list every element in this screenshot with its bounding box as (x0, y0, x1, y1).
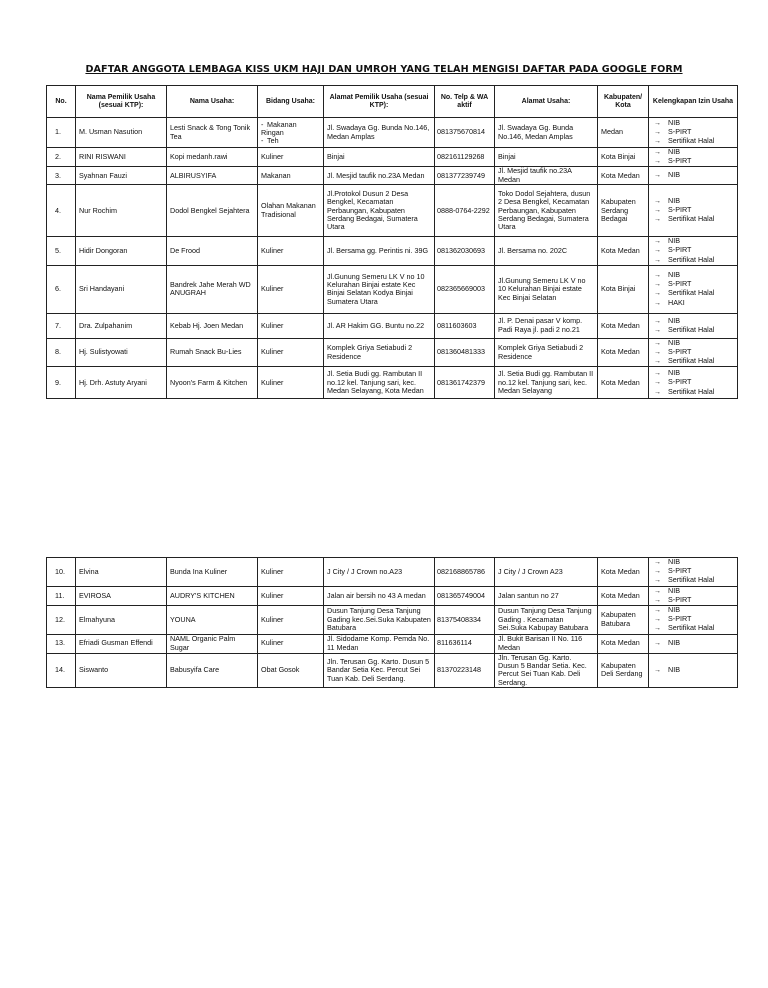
dash-bullet-icon: - (261, 135, 264, 145)
izin-item: → Sertifikat Halal (654, 386, 715, 396)
cell-no: 14. (47, 653, 76, 688)
cell-alamat-pemilik: Jalan air bersih no 43 A medan (324, 586, 435, 605)
izin-item: → Sertifikat Halal (654, 356, 715, 366)
header-izin: Kelengkapan Izin Usaha (649, 86, 738, 118)
arrow-right-icon: → (654, 349, 661, 357)
table-row (47, 653, 738, 688)
arrow-right-icon: → (654, 238, 661, 246)
arrow-right-icon: → (654, 559, 661, 566)
cell-izin (649, 558, 738, 587)
arrow-right-icon: → (654, 625, 661, 633)
cell-bidang (258, 118, 324, 148)
cell-alamat-usaha: Jl. P. Denai pasar V komp. Padi Raya jl. padi 2 no.21 (495, 313, 598, 338)
table-row (47, 237, 738, 266)
cell-alamat-usaha: J City / J Crown A23 (495, 558, 598, 587)
header-alamat-pemilik: Alamat Pemilik Usaha (sesuai KTP): (324, 86, 435, 118)
cell-kabupaten: Kota Medan (598, 313, 649, 338)
arrow-right-icon: → (654, 247, 661, 255)
izin-item: → S-PIRT (654, 279, 692, 289)
cell-telp: 811636114 (435, 634, 495, 653)
arrow-right-icon: → (654, 326, 661, 334)
izin-item: → NIB (654, 664, 680, 674)
table-row (47, 367, 738, 399)
arrow-right-icon: → (654, 607, 661, 615)
cell-nama-usaha: Bandrek Jahe Merah WD ANUGRAH (167, 265, 258, 313)
bidang-list (261, 121, 320, 145)
header-nama-usaha: Nama Usaha: (167, 86, 258, 118)
header-bidang: Bidang Usaha: (258, 86, 324, 118)
cell-nama-pemilik: RINI RISWANI (76, 148, 167, 167)
cell-bidang: Kuliner (258, 265, 324, 313)
cell-izin (649, 118, 738, 148)
cell-alamat-pemilik: Binjai (324, 148, 435, 167)
cell-alamat-usaha: Dusun Tanjung Desa Tanjung Gading . Kecamatan Sei.Suka Kabupay Batubara (495, 606, 598, 635)
arrow-right-icon: → (654, 388, 661, 396)
cell-alamat-pemilik: Jl. AR Hakim GG. Buntu no.22 (324, 313, 435, 338)
cell-bidang: Kuliner (258, 367, 324, 399)
cell-telp: 081375670814 (435, 118, 495, 148)
bidang-item: - Makanan Ringan (261, 119, 297, 137)
arrow-right-icon: → (654, 281, 661, 289)
cell-alamat-pemilik: Dusun Tanjung Desa Tanjung Gading kec.Sei.Suka Kabupaten Batubara (324, 606, 435, 635)
izin-list (652, 237, 734, 265)
cell-no: 7. (47, 313, 76, 338)
cell-kabupaten: Kota Medan (598, 367, 649, 399)
izin-item: → NIB (654, 605, 680, 615)
izin-item: → NIB (654, 638, 680, 648)
cell-nama-pemilik: Syahnan Fauzi (76, 167, 167, 185)
table-header-row (47, 86, 738, 118)
cell-nama-usaha: Bunda Ina Kuliner (167, 558, 258, 587)
izin-item: → NIB (654, 315, 680, 325)
izin-item: → Sertifikat Halal (654, 288, 715, 298)
cell-nama-usaha: Dodol Bengkel Sejahtera (167, 185, 258, 237)
izin-item: → S-PIRT (654, 245, 692, 255)
arrow-right-icon: → (654, 568, 661, 576)
cell-nama-usaha: YOUNA (167, 606, 258, 635)
header-telp: No. Telp & WA aktif (435, 86, 495, 118)
member-table-page-1 (46, 85, 738, 399)
cell-nama-pemilik: Dra. Zulpahanim (76, 313, 167, 338)
cell-telp: 082161129268 (435, 148, 495, 167)
izin-list (652, 339, 734, 367)
cell-izin (649, 367, 738, 399)
cell-no: 10. (47, 558, 76, 587)
izin-item: → S-PIRT (654, 566, 692, 576)
cell-nama-pemilik: Sri Handayani (76, 265, 167, 313)
arrow-right-icon: → (654, 640, 661, 648)
cell-nama-pemilik: Hj. Sulistyowati (76, 338, 167, 367)
izin-item: → S-PIRT (654, 126, 692, 136)
izin-item: → NIB (654, 269, 680, 279)
cell-nama-pemilik: Elvina (76, 558, 167, 587)
bidang-item: - Teh (261, 135, 279, 145)
cell-nama-pemilik: Efriadi Gusman Effendi (76, 634, 167, 653)
cell-no: 6. (47, 265, 76, 313)
cell-telp: 0888-0764-2292 (435, 185, 495, 237)
arrow-right-icon: → (654, 149, 661, 156)
cell-nama-usaha: Babusyifa Care (167, 653, 258, 688)
document-title: DAFTAR ANGGOTA LEMBAGA KISS UKM HAJI DAN UMROH YANG TELAH MENGISI DAFTAR PADA GOOGLE FORM (85, 64, 683, 75)
cell-alamat-usaha: Toko Dodol Sejahtera, dusun 2 Desa Bengkel, Kecamatan Perbaungan, Kabupaten Serdang Bedagai, Sumatera Utara (495, 185, 598, 237)
cell-izin (649, 148, 738, 167)
cell-telp: 81370223148 (435, 653, 495, 688)
table-row (47, 148, 738, 167)
arrow-right-icon: → (654, 290, 661, 298)
cell-bidang: Obat Gosok (258, 653, 324, 688)
cell-telp: 081362030693 (435, 237, 495, 266)
izin-item: → S-PIRT (654, 614, 692, 624)
cell-kabupaten: Kota Medan (598, 558, 649, 587)
cell-izin (649, 185, 738, 237)
cell-izin (649, 653, 738, 688)
cell-alamat-pemilik: J City / J Crown no.A23 (324, 558, 435, 587)
table-row (47, 558, 738, 587)
cell-alamat-pemilik: Komplek Griya Setiabudi 2 Residence (324, 338, 435, 367)
cell-no: 8. (47, 338, 76, 367)
arrow-right-icon: → (654, 172, 661, 180)
cell-bidang: Kuliner (258, 558, 324, 587)
cell-izin (649, 338, 738, 367)
arrow-right-icon: → (654, 256, 661, 264)
table-row (47, 265, 738, 313)
cell-nama-pemilik: Elmahyuna (76, 606, 167, 635)
cell-nama-usaha: AUDRY'S KITCHEN (167, 586, 258, 605)
izin-item: → HAKI (654, 297, 685, 307)
header-kabupaten: Kabupaten/ Kota (598, 86, 649, 118)
izin-item: → NIB (654, 236, 680, 246)
member-table-page-2 (46, 557, 738, 688)
cell-alamat-pemilik: Jln. Terusan Gg. Karto. Dusun 5 Bandar Setia Kec. Percut Sei Tuan Kab. Deli Serdang. (324, 653, 435, 688)
cell-alamat-usaha: Komplek Griya Setiabudi 2 Residence (495, 338, 598, 367)
header-nama-pemilik: Nama Pemilik Usaha (sesuai KTP): (76, 86, 167, 118)
arrow-right-icon: → (654, 358, 661, 366)
izin-list (652, 558, 734, 586)
cell-telp: 081377239749 (435, 167, 495, 185)
izin-item: → NIB (654, 586, 680, 595)
cell-telp: 082365669003 (435, 265, 495, 313)
table-row (47, 606, 738, 635)
table-row (47, 118, 738, 148)
table-body-page-2 (47, 558, 738, 688)
cell-nama-pemilik: Hidir Dongoran (76, 237, 167, 266)
izin-item: → NIB (654, 117, 680, 127)
header-alamat-usaha: Alamat Usaha: (495, 86, 598, 118)
cell-no: 12. (47, 606, 76, 635)
cell-izin (649, 586, 738, 605)
table-row (47, 634, 738, 653)
header-no: No. (47, 86, 76, 118)
cell-alamat-pemilik: Jl. Sidodame Komp. Pemda No. 11 Medan (324, 634, 435, 653)
cell-alamat-pemilik: Jl. Bersama gg. Perintis ni. 39G (324, 237, 435, 266)
table-row (47, 586, 738, 605)
izin-item: → Sertifikat Halal (654, 214, 715, 224)
cell-no: 4. (47, 185, 76, 237)
arrow-right-icon: → (654, 577, 661, 585)
izin-item: → NIB (654, 557, 680, 566)
cell-nama-pemilik: M. Usman Nasution (76, 118, 167, 148)
izin-item: → NIB (654, 368, 680, 378)
cell-kabupaten: Kabupaten Serdang Bedagai (598, 185, 649, 237)
table-body-page-1 (47, 118, 738, 399)
cell-kabupaten: Kota Medan (598, 167, 649, 185)
cell-alamat-pemilik: Jl. Swadaya Gg. Bunda No.146, Medan Amplas (324, 118, 435, 148)
izin-list (652, 666, 734, 675)
arrow-right-icon: → (654, 138, 661, 146)
cell-izin (649, 167, 738, 185)
cell-alamat-usaha: Binjai (495, 148, 598, 167)
cell-alamat-pemilik: Jl.Protokol Dusun 2 Desa Bengkel, Kecamatan Perbaungan, Kabupaten Serdang Bedagai, Sumatera Utara (324, 185, 435, 237)
cell-telp: 0811603603 (435, 313, 495, 338)
cell-bidang: Kuliner (258, 338, 324, 367)
table-row (47, 313, 738, 338)
izin-item: → Sertifikat Halal (654, 136, 715, 146)
cell-alamat-usaha: Jl. Bukit Barisan II No. 116 Medan (495, 634, 598, 653)
cell-no: 5. (47, 237, 76, 266)
cell-alamat-pemilik: Jl. Mesjid taufik no.23A Medan (324, 167, 435, 185)
dash-bullet-icon: - (261, 119, 264, 129)
cell-nama-usaha: Kebab Hj. Joen Medan (167, 313, 258, 338)
table-row (47, 167, 738, 185)
izin-item: → Sertifikat Halal (654, 254, 715, 264)
cell-kabupaten: Kabupaten Batubara (598, 606, 649, 635)
table-row (47, 338, 738, 367)
cell-nama-usaha: ALBIRUSYIFA (167, 167, 258, 185)
cell-no: 9. (47, 367, 76, 399)
cell-kabupaten: Kota Binjai (598, 148, 649, 167)
cell-alamat-usaha: Jl. Setia Budi gg. Rambutan II no.12 kel. Tanjung sari, kec. Medan Selayang (495, 367, 598, 399)
arrow-right-icon: → (654, 317, 661, 325)
cell-izin (649, 265, 738, 313)
table-row (47, 185, 738, 237)
cell-alamat-pemilik: Jl. Setia Budi gg. Rambutan II no.12 kel. Tanjung sari, kec. Medan Selayang, Kota Medan (324, 367, 435, 399)
cell-telp: 81375408334 (435, 606, 495, 635)
arrow-right-icon: → (654, 197, 661, 205)
cell-bidang: Kuliner (258, 148, 324, 167)
arrow-right-icon: → (654, 128, 661, 136)
cell-bidang: Kuliner (258, 606, 324, 635)
cell-kabupaten: Kota Binjai (598, 265, 649, 313)
izin-list (652, 171, 734, 180)
cell-nama-usaha: Lesti Snack & Tong Tonik Tea (167, 118, 258, 148)
cell-nama-usaha: Rumah Snack Bu-Lies (167, 338, 258, 367)
cell-alamat-pemilik: Jl.Gunung Semeru LK V no 10 Kelurahan Binjai estate Kec Binjai Selatan Kodya Binjai Sumatera Utara (324, 265, 435, 313)
cell-kabupaten: Kota Medan (598, 338, 649, 367)
izin-list (652, 587, 734, 605)
arrow-right-icon: → (654, 299, 661, 307)
izin-item: → S-PIRT (654, 377, 692, 387)
cell-izin (649, 313, 738, 338)
izin-list (652, 606, 734, 634)
cell-nama-usaha: Nyoon's Farm & Kitchen (167, 367, 258, 399)
cell-bidang: Kuliner (258, 313, 324, 338)
cell-no: 13. (47, 634, 76, 653)
cell-nama-pemilik: Siswanto (76, 653, 167, 688)
izin-item: → S-PIRT (654, 594, 692, 604)
cell-alamat-usaha: Jln. Terusan Gg. Karto. Dusun 5 Bandar Setia. Kec. Percut Sei Tuan Kab. Deli Serdang. (495, 653, 598, 688)
arrow-right-icon: → (654, 158, 661, 166)
cell-nama-pemilik: EVIROSA (76, 586, 167, 605)
cell-izin (649, 237, 738, 266)
cell-nama-pemilik: Nur Rochim (76, 185, 167, 237)
arrow-right-icon: → (654, 596, 661, 604)
izin-item: → S-PIRT (654, 156, 692, 166)
izin-item: → S-PIRT (654, 205, 692, 215)
cell-alamat-usaha: Jl.Gunung Semeru LK V no 10 Kelurahan Binjai estate Kec Binjai Selatan (495, 265, 598, 313)
izin-list (652, 197, 734, 225)
cell-nama-usaha: NAML Organic Palm Sugar (167, 634, 258, 653)
arrow-right-icon: → (654, 379, 661, 387)
cell-alamat-usaha: Jl. Mesjid taufik no.23A Medan (495, 167, 598, 185)
arrow-right-icon: → (654, 119, 661, 127)
cell-izin (649, 634, 738, 653)
izin-item: → NIB (654, 195, 680, 205)
cell-alamat-usaha: Jalan santun no 27 (495, 586, 598, 605)
izin-list (652, 271, 734, 308)
izin-item: → NIB (654, 147, 680, 156)
cell-alamat-usaha: Jl. Bersama no. 202C (495, 237, 598, 266)
cell-kabupaten: Kota Medan (598, 634, 649, 653)
izin-item: → NIB (654, 170, 680, 180)
cell-nama-usaha: Kopi medanh.rawi (167, 148, 258, 167)
izin-item: → Sertifikat Halal (654, 575, 715, 585)
cell-bidang: Makanan (258, 167, 324, 185)
izin-list (652, 119, 734, 147)
cell-telp: 081360481333 (435, 338, 495, 367)
cell-bidang: Kuliner (258, 586, 324, 605)
cell-telp: 082168865786 (435, 558, 495, 587)
cell-no: 3. (47, 167, 76, 185)
arrow-right-icon: → (654, 587, 661, 595)
arrow-right-icon: → (654, 216, 661, 224)
cell-nama-pemilik: Hj. Drh. Astuty Aryani (76, 367, 167, 399)
cell-no: 1. (47, 118, 76, 148)
izin-item: → Sertifikat Halal (654, 623, 715, 633)
cell-telp: 081365749004 (435, 586, 495, 605)
izin-item: → Sertifikat Halal (654, 324, 715, 334)
izin-list (652, 639, 734, 648)
izin-item: → NIB (654, 338, 680, 347)
cell-kabupaten: Kabupaten Deli Serdang (598, 653, 649, 688)
arrow-right-icon: → (654, 339, 661, 347)
cell-kabupaten: Kota Medan (598, 237, 649, 266)
cell-bidang: Kuliner (258, 634, 324, 653)
cell-kabupaten: Medan (598, 118, 649, 148)
cell-alamat-usaha: Jl. Swadaya Gg. Bunda No.146, Medan Amplas (495, 118, 598, 148)
cell-izin (649, 606, 738, 635)
cell-telp: 081361742379 (435, 367, 495, 399)
izin-list (652, 369, 734, 397)
izin-list (652, 317, 734, 335)
cell-no: 11. (47, 586, 76, 605)
cell-bidang: Olahan Makanan Tradisional (258, 185, 324, 237)
arrow-right-icon: → (654, 370, 661, 378)
cell-kabupaten: Kota Medan (598, 586, 649, 605)
cell-nama-usaha: De Frood (167, 237, 258, 266)
izin-list (652, 148, 734, 166)
arrow-right-icon: → (654, 616, 661, 624)
cell-bidang: Kuliner (258, 237, 324, 266)
arrow-right-icon: → (654, 271, 661, 279)
arrow-right-icon: → (654, 666, 661, 674)
izin-item: → S-PIRT (654, 347, 692, 357)
cell-no: 2. (47, 148, 76, 167)
arrow-right-icon: → (654, 207, 661, 215)
